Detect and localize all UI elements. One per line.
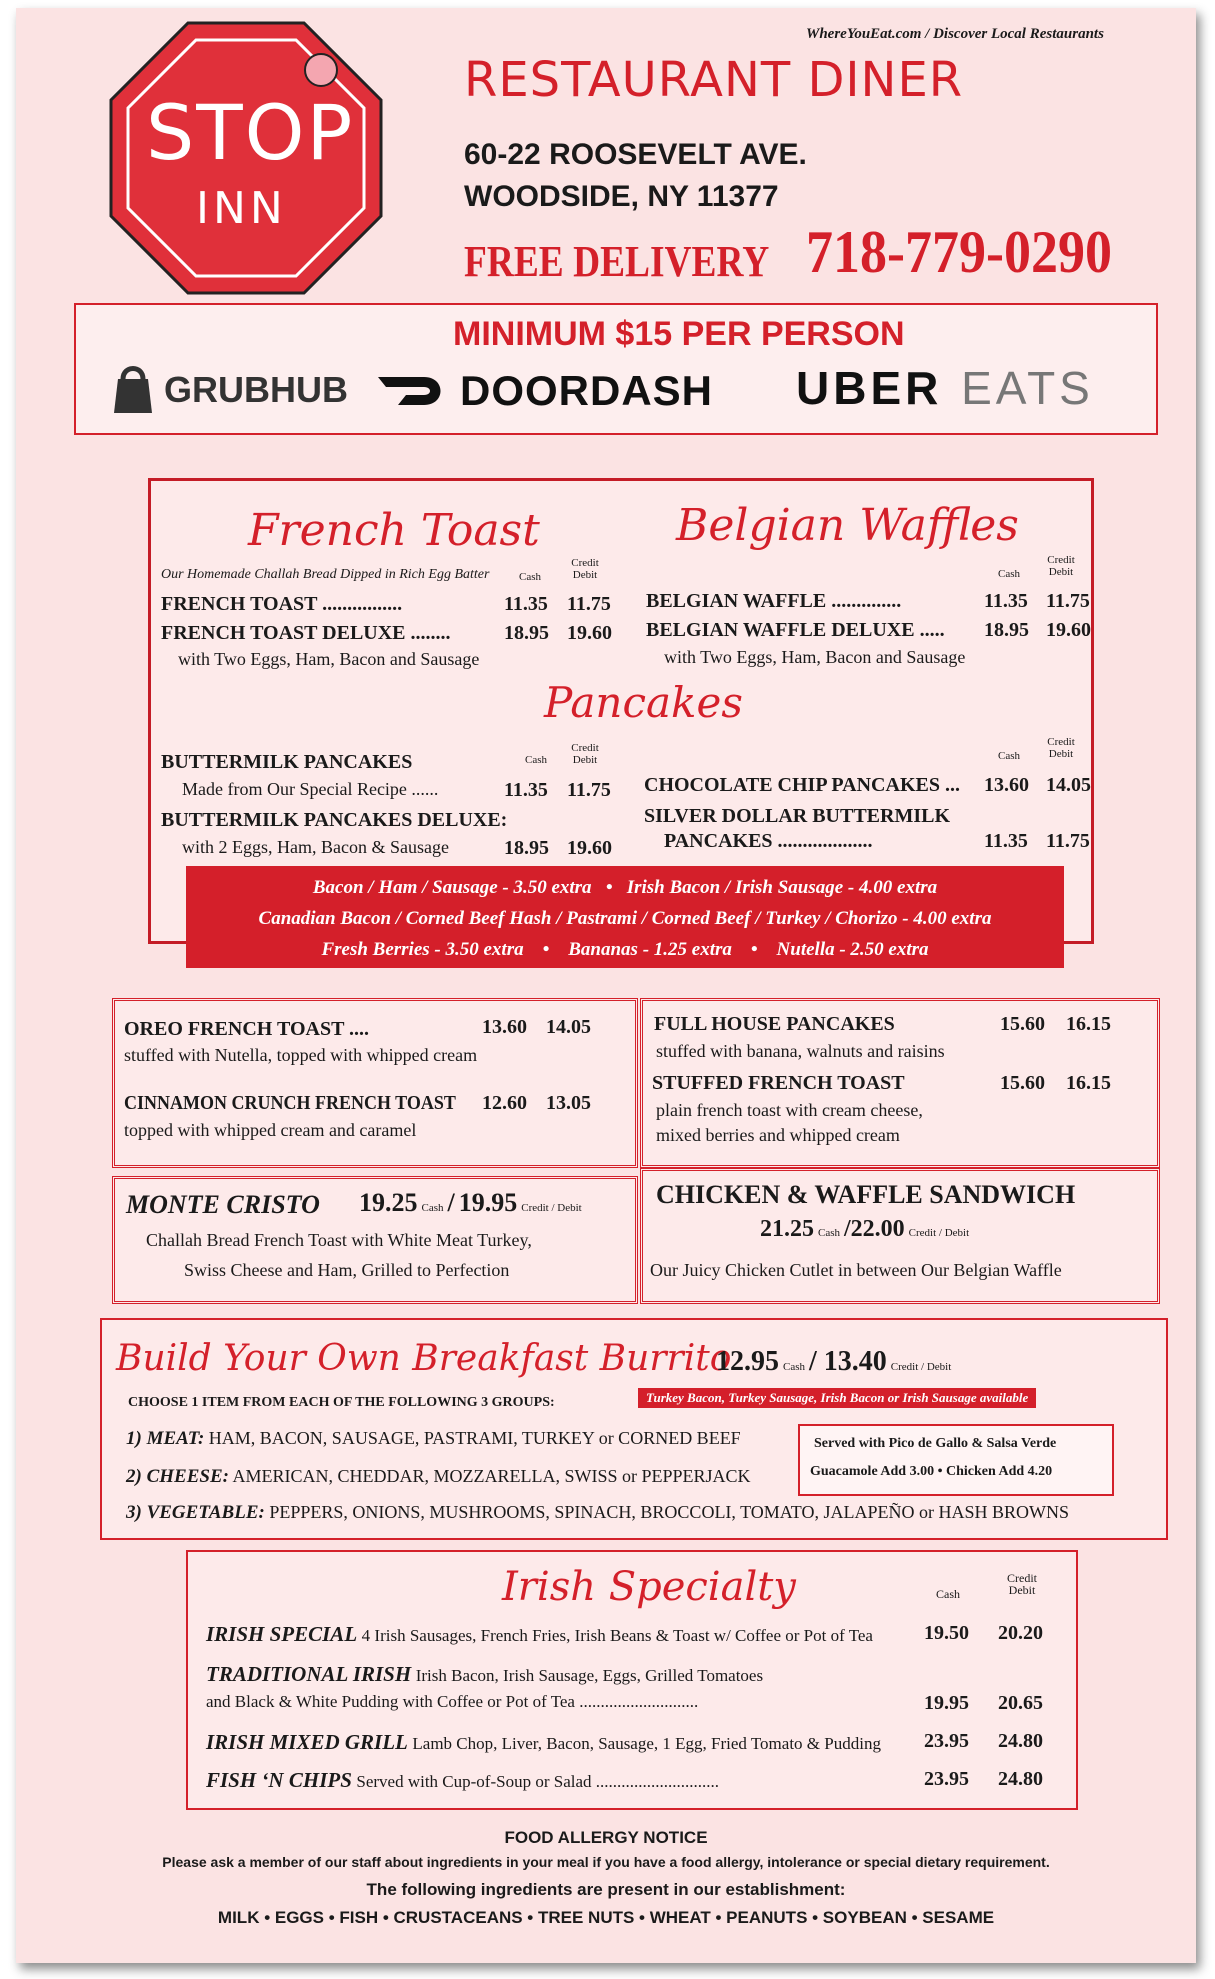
full-house-item: FULL HOUSE PANCAKES: [654, 1013, 895, 1035]
full-house-credit: 16.15: [1066, 1013, 1111, 1035]
chicken-waffle-price-line: [760, 1216, 969, 1243]
monte-cristo-cash-label: Cash: [421, 1202, 444, 1214]
burrito-instructions: CHOOSE 1 ITEM FROM EACH OF THE FOLLOWING 3 GROUPS:: [128, 1395, 555, 1410]
belgian-waffle-cash: 11.35: [984, 590, 1028, 612]
stuffed-cash: 15.60: [1000, 1072, 1045, 1094]
cinnamon-credit: 13.05: [546, 1092, 591, 1114]
traditional-irish-desc2: and Black & White Pudding with Coffee or Pot of Tea ............................: [206, 1692, 699, 1711]
burrito-title: Build Your Own Breakfast Burrito: [116, 1338, 732, 1379]
burrito-price-line: [716, 1346, 951, 1378]
burrito-addons: Guacamole Add 3.00 • Chicken Add 4.20: [810, 1464, 1053, 1479]
french-toast-credit: 11.75: [567, 593, 611, 615]
monte-cristo-desc1: Challah Bread French Toast with White Meat Turkey,: [146, 1230, 532, 1250]
uber-text: UBER: [796, 362, 943, 414]
burrito-served-with: Served with Pico de Gallo & Salsa Verde: [814, 1436, 1057, 1451]
belgian-waffle-credit: 11.75: [1046, 590, 1090, 612]
cinnamon-cash: 12.60: [482, 1092, 527, 1114]
allergy-title: FOOD ALLERGY NOTICE: [504, 1828, 708, 1847]
chocolate-chip-cash: 13.60: [984, 774, 1029, 796]
buttermilk-deluxe-cash: 18.95: [504, 837, 549, 859]
french-toast-title: French Toast: [248, 505, 540, 556]
french-toast-deluxe-cash: 18.95: [504, 622, 549, 644]
stop-inn-logo: [106, 18, 386, 298]
french-toast-deluxe-credit: 19.60: [567, 622, 612, 644]
burrito-credit: / 13.40: [809, 1346, 887, 1377]
allergy-line1: Please ask a member of our staff about ingredients in your meal if you have a food allergy, intolerance or special dietary requirement.: [162, 1854, 1050, 1870]
irish-mixed-grill-row: IRISH MIXED GRILL Lamb Chop, Liver, Bacon, Sausage, 1 Egg, Fried Tomato & Pudding: [206, 1730, 881, 1754]
restaurant-type: RESTAURANT DINER: [464, 52, 964, 108]
burrito-cash: 12.95: [716, 1346, 779, 1377]
monte-cristo-name: MONTE CRISTO: [126, 1190, 320, 1219]
burrito-cheese: 2) CHEESE: AMERICAN, CHEDDAR, MOZZARELLA, SWISS or PEPPERJACK: [126, 1466, 751, 1487]
chicken-waffle-cash-label: Cash: [818, 1227, 840, 1239]
monte-cristo-cash: 19.25: [359, 1188, 418, 1217]
buttermilk-deluxe-credit: 19.60: [567, 837, 612, 859]
belgian-waffle-deluxe-credit: 19.60: [1046, 619, 1091, 641]
stuffed-item: STUFFED FRENCH TOAST: [652, 1072, 905, 1094]
belgian-waffle-deluxe-item: BELGIAN WAFFLE DELUXE .....: [646, 619, 945, 641]
monte-cristo-credit: 19.95: [458, 1188, 518, 1217]
waffles-cash-label: Cash: [998, 568, 1020, 580]
traditional-irish-cash: 19.95: [924, 1692, 969, 1714]
buttermilk-pancakes-item: BUTTERMILK PANCAKES: [161, 751, 413, 773]
fish-n-chips-cash: 23.95: [924, 1768, 969, 1790]
allergy-line2: The following ingredients are present in our establishment:: [366, 1880, 846, 1899]
chicken-waffle-cash: 21.25: [760, 1216, 814, 1242]
minimum-order: MINIMUM $15 PER PERSON: [453, 315, 905, 353]
full-house-note: stuffed with banana, walnuts and raisins: [656, 1041, 945, 1061]
silver-dollar-credit: 11.75: [1046, 830, 1090, 852]
irish-mixed-grill-credit: 24.80: [998, 1730, 1043, 1752]
burrito-vegetable: 3) VEGETABLE: PEPPERS, ONIONS, MUSHROOMS, SPINACH, BROCCOLI, TOMATO, JALAPEÑO or HASH BROWNS: [126, 1502, 1069, 1523]
site-credit: WhereYouEat.com / Discover Local Restaurants: [806, 26, 1104, 42]
allergy-line3: MILK • EGGS • FISH • CRUSTACEANS • TREE NUTS • WHEAT • PEANUTS • SOYBEAN • SESAME: [217, 1908, 995, 1927]
pancakes-title: Pancakes: [544, 678, 743, 727]
french-toast-deluxe-item: FRENCH TOAST DELUXE ........: [161, 622, 451, 644]
pancakes-credit-label-right: Credit Debit: [1047, 736, 1075, 760]
pancakes-cash-label-right: Cash: [998, 750, 1020, 762]
belgian-waffles-title: Belgian Waffles: [676, 500, 1019, 551]
french-toast-credit-label: Credit Debit: [571, 557, 599, 581]
buttermilk-deluxe-note: with 2 Eggs, Ham, Bacon & Sausage: [182, 837, 449, 857]
fish-n-chips-row: FISH ‘N CHIPS Served with Cup-of-Soup or Salad .............................: [206, 1768, 720, 1792]
doordash-text: DOORDASH: [460, 367, 714, 414]
oreo-credit: 14.05: [546, 1016, 591, 1038]
eats-text: EATS: [961, 362, 1094, 414]
burrito-sides-box: [798, 1424, 1114, 1496]
extras-banner: [186, 866, 1064, 968]
buttermilk-pancakes-credit: 11.75: [567, 779, 611, 801]
stuffed-credit: 16.15: [1066, 1072, 1111, 1094]
burrito-credit-label: Credit / Debit: [890, 1361, 952, 1373]
chicken-waffle-name: CHICKEN & WAFFLE SANDWICH: [656, 1180, 1076, 1209]
chocolate-chip-credit: 14.05: [1046, 774, 1091, 796]
silver-dollar-cash: 11.35: [984, 830, 1028, 852]
ubereats-logo: [796, 361, 1094, 415]
stuffed-note1: plain french toast with cream cheese,: [656, 1100, 923, 1120]
irish-credit-label: Credit Debit: [1007, 1571, 1037, 1597]
logo-inn-text: INN: [196, 183, 287, 234]
buttermilk-pancakes-cash: 11.35: [504, 779, 548, 801]
irish-title: Irish Specialty: [502, 1564, 796, 1610]
cinnamon-item: CINNAMON CRUNCH FRENCH TOAST: [124, 1092, 456, 1114]
burrito-meat: 1) MEAT: HAM, BACON, SAUSAGE, PASTRAMI, TURKEY or CORNED BEEF: [126, 1428, 741, 1449]
irish-special-row: IRISH SPECIAL 4 Irish Sausages, French Fries, Irish Beans & Toast w/ Coffee or Pot of Tea: [206, 1622, 873, 1646]
monte-cristo-desc2: Swiss Cheese and Ham, Grilled to Perfection: [184, 1260, 510, 1280]
french-toast-deluxe-note: with Two Eggs, Ham, Bacon and Sausage: [178, 649, 480, 669]
french-toast-item: FRENCH TOAST ................: [161, 593, 403, 615]
belgian-waffle-deluxe-cash: 18.95: [984, 619, 1029, 641]
address-line1: 60-22 ROOSEVELT AVE.: [464, 138, 807, 171]
belgian-waffle-deluxe-note: with Two Eggs, Ham, Bacon and Sausage: [664, 647, 966, 667]
buttermilk-deluxe-item: BUTTERMILK PANCAKES DELUXE:: [161, 809, 508, 831]
pancakes-cash-label-left: Cash: [525, 754, 547, 766]
phone-number: 718-779-0290: [806, 219, 1112, 285]
silver-dollar-item-line1: SILVER DOLLAR BUTTERMILK: [644, 805, 951, 827]
chocolate-chip-item: CHOCOLATE CHIP PANCAKES ...: [644, 774, 960, 796]
monte-cristo-price-line: [359, 1188, 582, 1218]
doordash-logo: [376, 367, 756, 417]
menu-page: [16, 8, 1196, 1963]
address-line2: WOODSIDE, NY 11377: [464, 180, 779, 213]
french-toast-description: Our Homemade Challah Bread Dipped in Rich Egg Batter: [161, 567, 490, 582]
burrito-cash-label: Cash: [783, 1361, 805, 1373]
traditional-irish-row: TRADITIONAL IRISH Irish Bacon, Irish Sausage, Eggs, Grilled Tomatoes: [206, 1662, 764, 1686]
burrito-available-banner: Turkey Bacon, Turkey Sausage, Irish Bacon or Irish Sausage available: [638, 1388, 1036, 1408]
chicken-waffle-credit-label: Credit / Debit: [908, 1227, 970, 1239]
extras-line1: Bacon / Ham / Sausage - 3.50 extra • Irish Bacon / Irish Sausage - 4.00 extra: [312, 877, 938, 898]
grubhub-text: GRUBHUB: [164, 369, 348, 410]
oreo-note: stuffed with Nutella, topped with whipped cream: [124, 1045, 478, 1065]
waffles-credit-label: Credit Debit: [1047, 554, 1075, 578]
buttermilk-pancakes-note: Made from Our Special Recipe ......: [182, 779, 439, 799]
stuffed-note2: mixed berries and whipped cream: [656, 1125, 900, 1145]
grubhub-bag-icon: [108, 361, 158, 415]
irish-mixed-grill-cash: 23.95: [924, 1730, 969, 1752]
belgian-waffle-item: BELGIAN WAFFLE ..............: [646, 590, 902, 612]
extras-line3: Fresh Berries - 3.50 extra • Bananas - 1.25 extra • Nutella - 2.50 extra: [321, 939, 929, 960]
monte-cristo-credit-label: Credit / Debit: [521, 1202, 582, 1214]
irish-cash-label: Cash: [936, 1587, 960, 1601]
irish-special-credit: 20.20: [998, 1622, 1043, 1644]
full-house-cash: 15.60: [1000, 1013, 1045, 1035]
french-toast-cash-label: Cash: [519, 571, 541, 583]
french-toast-cash: 11.35: [504, 593, 548, 615]
traditional-irish-credit: 20.65: [998, 1692, 1043, 1714]
logo-stop-text: STOP: [146, 88, 355, 177]
chicken-waffle-desc: Our Juicy Chicken Cutlet in between Our Belgian Waffle: [650, 1260, 1062, 1280]
silver-dollar-item-line2: PANCAKES ...................: [664, 830, 873, 852]
oreo-item: OREO FRENCH TOAST ....: [124, 1018, 370, 1040]
extras-line2: Canadian Bacon / Corned Beef Hash / Pastrami / Corned Beef / Turkey / Chorizo - 4.00 extra: [258, 908, 992, 929]
fish-n-chips-credit: 24.80: [998, 1768, 1043, 1790]
irish-special-cash: 19.50: [924, 1622, 969, 1644]
pancakes-credit-label-left: Credit Debit: [571, 742, 599, 766]
delivery-box: [74, 303, 1158, 435]
chicken-waffle-credit: /22.00: [844, 1216, 905, 1242]
oreo-cash: 13.60: [482, 1016, 527, 1038]
free-delivery: FREE DELIVERY: [464, 237, 770, 286]
doordash-swoosh-icon: [376, 373, 452, 414]
monte-cristo-separator: /: [447, 1188, 455, 1217]
grubhub-logo: [108, 361, 348, 417]
cinnamon-note: topped with whipped cream and caramel: [124, 1120, 417, 1140]
